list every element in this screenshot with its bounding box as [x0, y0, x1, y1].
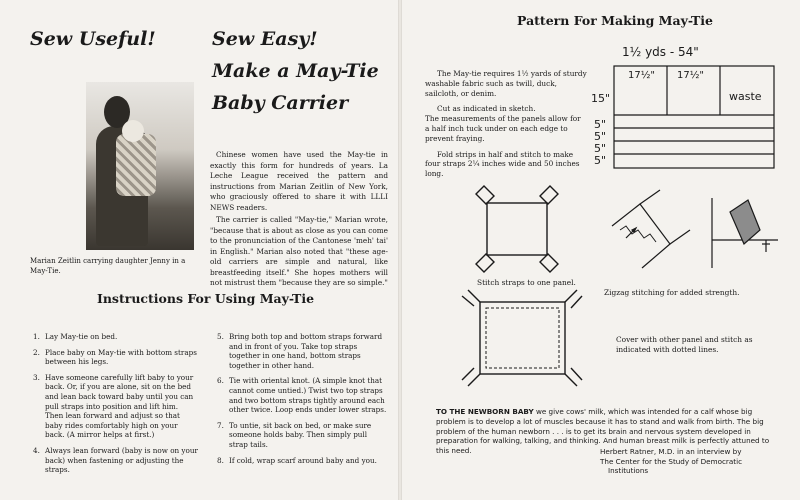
- photo-caption: Marian Zeitlin carrying daughter Jenny in a May-Tie.: [30, 257, 186, 275]
- panel-a-label: 17½": [628, 70, 656, 81]
- strip-4-label: 5": [594, 154, 607, 167]
- panel-square: [487, 203, 547, 255]
- cutting-sketch: [614, 66, 774, 168]
- strip-3-label: 5": [594, 142, 607, 155]
- strap-top-right: [540, 186, 558, 204]
- attrib-org-1: The Center for the Study of Democratic: [600, 456, 743, 466]
- step-item: 8. If cold, wrap scarf around baby and you.: [217, 455, 377, 465]
- pattern-cut-text: Cut as indicated in sketch.: [437, 104, 536, 114]
- title-line-2: Baby Carrier: [212, 92, 349, 114]
- strip-2-label: 5": [594, 130, 607, 143]
- attrib-org-2: Institutions: [608, 466, 649, 476]
- caption-stitch-straps: Stitch straps to one panel.: [477, 278, 576, 287]
- pattern-heading: Pattern For Making May-Tie: [517, 13, 714, 28]
- tagline-sew-easy: Sew Easy!: [212, 28, 318, 50]
- step-item: 1. Lay May-tie on bed.: [33, 332, 118, 341]
- step-item: 7. To untie, sit back on bed, or make sure someone holds baby. Then simply pull strap tails.: [217, 420, 372, 449]
- step-item: 2. Place baby on May-tie with bottom straps between his legs.: [33, 347, 197, 367]
- quote-lead: TO THE NEWBORN BABY: [436, 407, 534, 416]
- dotted-stitch-line: [486, 308, 559, 368]
- strap-bottom-right: [540, 254, 558, 272]
- pattern-measure-text: The measurements of the panels allow for a half inch tuck under on each edge to prevent fraying.: [425, 114, 581, 143]
- intro-paragraph-2: The carrier is called "May-tie," Marian wrote, "because that is about as close as you can come to the pronunciation of the Cantonese 'meh' tai' in English." Marian also noted that "these age-old carriers are simple and natural, like breastfeeding itself." She hopes mothers will not mistrust them "because they are so simple.": [210, 215, 388, 287]
- instructions-heading: Instructions For Using May-Tie: [97, 291, 315, 306]
- title-line-1: Make a May-Tie: [212, 60, 379, 82]
- pattern-fold-text: Fold strips in half and stitch to make four straps 2¼ inches wide and 50 inches long.: [425, 149, 580, 179]
- strap-top-left: [476, 186, 494, 204]
- quote-attribution: [600, 447, 790, 476]
- intro-paragraph-1: Chinese women have used the May-tie in exactly this form for hundreds of years. La Leche League received the pattern and instructions from Marian Zeitlin of New York, who graciously offered to share it with LLLI NEWS readers.: [210, 150, 388, 212]
- cover-panel-diagram: [462, 290, 582, 386]
- tagline-sew-useful: Sew Useful!: [30, 28, 156, 50]
- step-item: 6. Tie with oriental knot. (A simple knot that cannot come untied.) Twist two top straps and two bottom straps tightly around each other twice. Loop ends under lower straps.: [217, 376, 387, 415]
- step-item: 3. Have someone carefully lift baby to your back. Or, if you are alone, sit on the bed and lean back toward baby until you can pull straps into position and lift him. Then lean forward and adjust so that baby rides comfortably high on your back. (A mirror helps at first.): [33, 372, 194, 440]
- strap-bottom-left: [476, 254, 494, 272]
- zigzag-detail-1: [612, 190, 690, 268]
- panel-height-label: 15": [591, 92, 611, 105]
- caption-zigzag: Zigzag stitching for added strength.: [604, 288, 740, 297]
- fabric-outline: [614, 66, 774, 168]
- panel-b-label: 17½": [677, 70, 705, 81]
- fabric-width-label: 1½ yds - 54": [622, 45, 699, 59]
- straps-panel-diagram: [476, 186, 558, 272]
- waste-label: waste: [729, 90, 762, 103]
- zigzag-detail-2: [712, 198, 778, 268]
- cover-panel: [480, 302, 565, 374]
- quote-body: we give cows' milk, which was intended for a calf whose big problem is to develop a lot of muscles because it has to stand and walk from birth. The big problem of the human newborn . . . is to get its brain and nervous system developed in preparation for walking, talking, and thinking. And human breast milk is perfectly attuned to this need.: [436, 407, 770, 456]
- pattern-fabric-text: The May-tie requires 1½ yards of sturdy washable fabric such as twill, duck, sailcloth, or denim.: [425, 69, 587, 98]
- step-item: 5. Bring both top and bottom straps forward and in front of you. Take top straps together in one hand, bottom straps together in other hand.: [217, 332, 383, 370]
- step-item: 4. Always lean forward (baby is now on your back) when fastening or adjusting the straps.: [33, 445, 198, 475]
- caption-cover-panel: Cover with other panel and stitch as indicated with dotted lines.: [616, 335, 753, 354]
- strip-1-label: 5": [594, 118, 607, 131]
- attrib-name: Herbert Ratner, M.D. in an interview by: [600, 447, 742, 456]
